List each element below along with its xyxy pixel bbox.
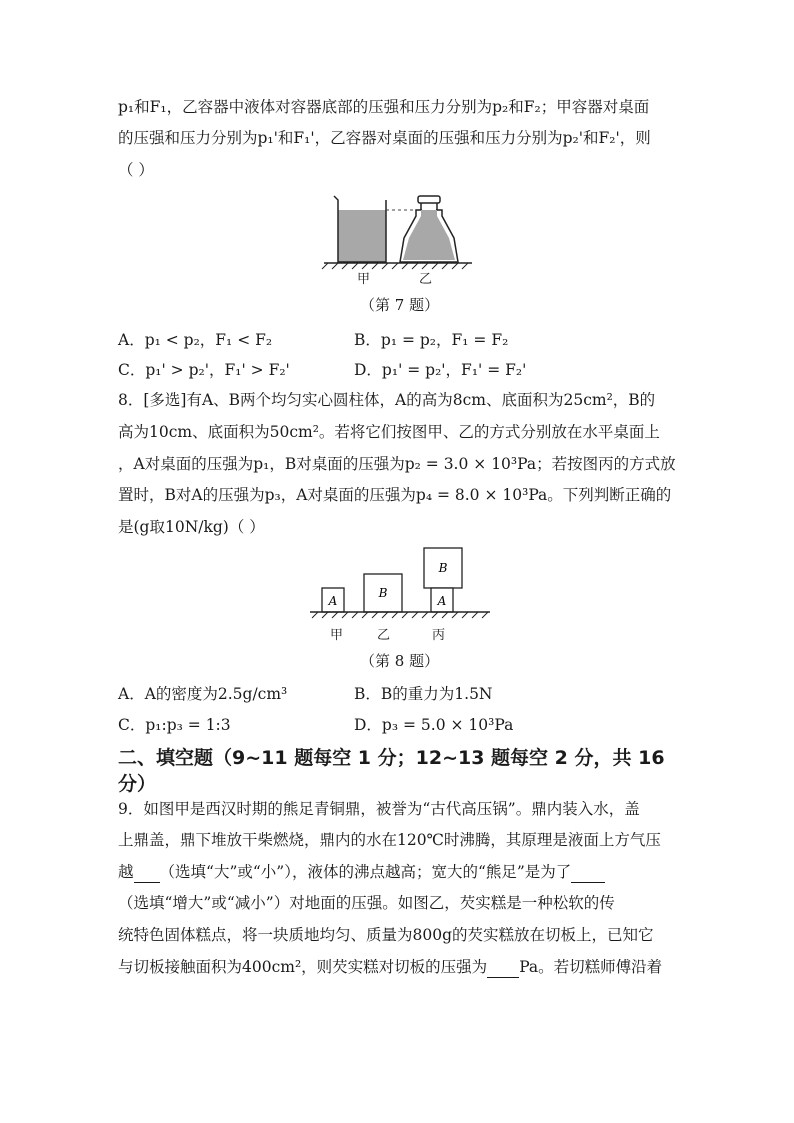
q7-caption: （第 7 题） xyxy=(360,296,440,314)
q7-option-a: A．p₁ < p₂，F₁ < F₂ xyxy=(118,331,273,349)
q7-line-2: 的压强和压力分别为p₁'和F₁'，乙容器对桌面的压强和压力分别为p₂'和F₂'，则 xyxy=(118,129,651,147)
q8-line-1: 8．[多选]有A、B两个均匀实心圆柱体，A的高为8cm、底面积为25cm²，B的 xyxy=(118,391,656,409)
q7-option-c: C．p₁' > p₂'，F₁' > F₂' xyxy=(118,361,290,379)
q8-line-3: ，A对桌面的压强为p₁，B对桌面的压强为p₂ = 3.0 × 10³Pa；若按图丙的方式放 xyxy=(118,455,676,473)
flask-liquid xyxy=(403,210,455,260)
q8-option-a: A．A的密度为2.5g/cm³ xyxy=(118,685,288,703)
block-a-bing-label: A xyxy=(437,594,447,608)
q8-caption: （第 8 题） xyxy=(360,652,440,670)
q7-line-3: （ ） xyxy=(118,161,154,179)
q9-line-3-start: 越 xyxy=(118,863,134,881)
flask-neck-icon xyxy=(418,196,440,203)
q9-line-1: 9．如图甲是西汉时期的熊足青铜鼎，被誉为“古代高压锅”。鼎内装入水，盖 xyxy=(118,800,640,818)
section-heading-line-2: 分） xyxy=(118,773,157,795)
block-b-bing-label: B xyxy=(438,561,448,575)
beaker-liquid xyxy=(338,210,386,262)
q8-figure-label-bing: 丙 xyxy=(432,628,446,643)
answer-blank-2[interactable] xyxy=(571,862,605,883)
q8-option-d: D．p₃ = 5.0 × 10³Pa xyxy=(354,716,514,734)
q9-line-3 xyxy=(118,862,605,883)
block-b-yi-label: B xyxy=(378,586,388,600)
q7-figure-containers xyxy=(318,188,478,288)
q8-option-b: B．B的重力为1.5N xyxy=(354,685,493,703)
q9-line-6-rest: Pa。若切糕师傅沿着 xyxy=(519,958,663,976)
q7-figure-label-jia: 甲 xyxy=(357,272,371,287)
q7-line-1: p₁和F₁，乙容器中液体对容器底部的压强和压力分别为p₂和F₂；甲容器对桌面 xyxy=(118,98,650,116)
q7-option-d: D．p₁' = p₂'，F₁' = F₂' xyxy=(354,361,527,379)
q9-line-5: 统特色固体糕点，将一块质地均匀、质量为800g的芡实糕放在切板上，已知它 xyxy=(118,926,654,944)
block-a-jia-label: A xyxy=(328,594,338,608)
q8-figure-blocks xyxy=(306,546,496,626)
q9-line-2: 上鼎盖，鼎下堆放干柴燃烧，鼎内的水在120℃时沸腾，其原理是液面上方气压 xyxy=(118,831,661,849)
q8-line-4: 置时，B对A的压强为p₃，A对桌面的压强为p₄ = 8.0 × 10³Pa。下列判断正确的 xyxy=(118,486,672,504)
q8-figure-label-jia: 甲 xyxy=(330,628,344,643)
answer-blank-1[interactable] xyxy=(134,862,160,883)
q8-line-2: 高为10cm、底面积为50cm²。若将它们按图甲、乙的方式分别放在水平桌面上 xyxy=(118,423,660,441)
q9-line-3-rest: （选填“大”或“小”），液体的沸点越高；宽大的“熊足”是为了 xyxy=(159,863,572,881)
answer-blank-3[interactable] xyxy=(487,957,519,978)
q9-line-6 xyxy=(118,957,662,978)
q7-option-b: B．p₁ = p₂，F₁ = F₂ xyxy=(354,331,509,349)
q7-figure-label-yi: 乙 xyxy=(419,272,433,287)
section-heading-line-1: 二、填空题（9~11 题每空 1 分；12~13 题每空 2 分，共 16 xyxy=(118,747,665,769)
q9-line-6-start: 与切板接触面积为400cm²，则芡实糕对切板的压强为 xyxy=(118,958,488,976)
q8-figure-label-yi: 乙 xyxy=(377,628,391,643)
q8-option-c: C．p₁:p₃ = 1:3 xyxy=(118,716,231,734)
q9-line-4: （选填“增大”或“减小”）对地面的压强。如图乙，芡实糕是一种松软的传 xyxy=(118,894,615,912)
q8-line-5: 是(g取10N/kg)（ ） xyxy=(118,518,265,536)
